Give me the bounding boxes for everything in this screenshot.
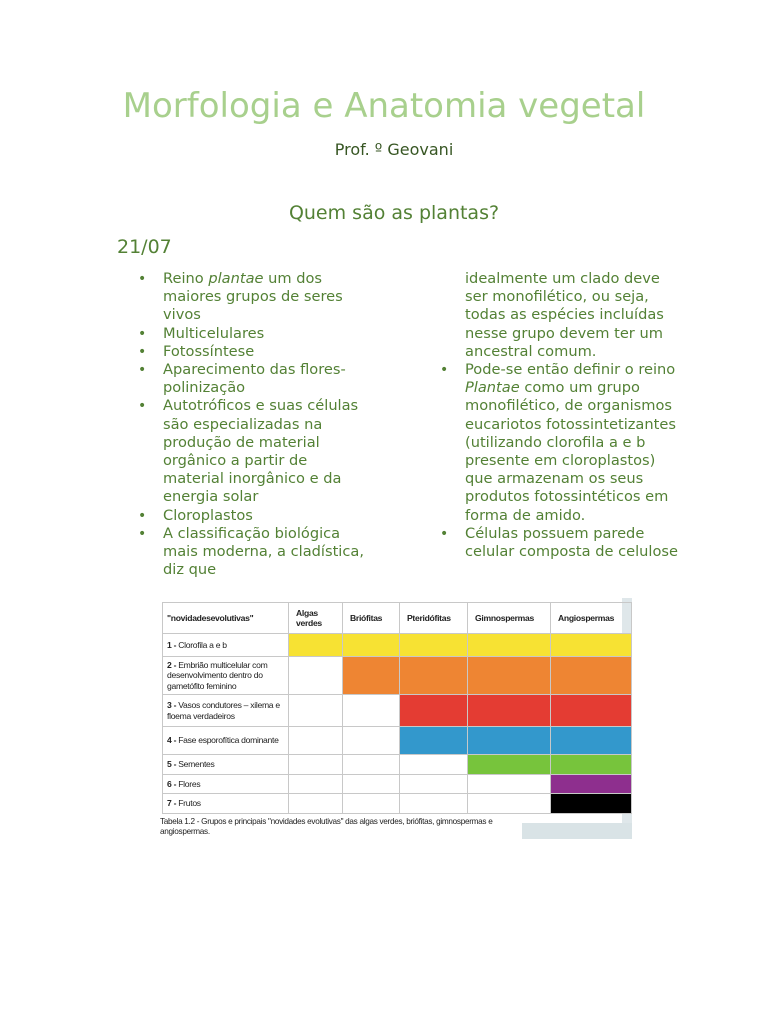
list-item: • A classificação biológica mais moderna, a cladística, diz que [138, 525, 370, 580]
presence-cell [400, 657, 468, 695]
novelty-label: 5 - Sementes [163, 755, 289, 775]
document-title: Morfologia e Anatomia vegetal [122, 86, 646, 126]
presence-cell [400, 727, 468, 755]
table-row [163, 657, 632, 695]
presence-cell [468, 755, 551, 775]
lesson-date: 21/07 [117, 236, 172, 258]
empty-cell [289, 727, 343, 755]
list-item: • Fotossíntese [138, 343, 370, 361]
list-item: • Reino plantae um dos maiores grupos de seres vivos [138, 270, 370, 325]
table-row [163, 794, 632, 814]
document-author: Prof. º Geovani [334, 140, 454, 159]
presence-cell [468, 634, 551, 657]
table-caption: Tabela 1.2 - Grupos e principais "novidades evolutivas" das algas verdes, briófitas, gimnospermas e angiospermas. [160, 817, 493, 836]
table-row [163, 755, 632, 775]
presence-cell [551, 695, 632, 727]
list-item: • Pode-se então definir o reino Plantae como um grupo monofilético, de organismos eucariotos fotossintetizantes (utilizando clorofila a e b presente em cloroplastos) que armazenam os seus produtos fotossintéticos em forma de amido. [440, 361, 685, 525]
empty-cell [343, 727, 400, 755]
list-item: • Aparecimento das flores-polinização [138, 361, 370, 397]
presence-cell [551, 727, 632, 755]
table-row [163, 775, 632, 794]
column-header: Briófitas [343, 603, 400, 634]
empty-cell [343, 755, 400, 775]
empty-cell [400, 794, 468, 814]
empty-cell [343, 775, 400, 794]
evolutionary-novelties-table [162, 602, 632, 814]
novelty-label: 3 - Vasos condutores – xilema e floema verdadeiros [163, 695, 289, 727]
table-header-row [163, 603, 632, 634]
empty-cell [289, 755, 343, 775]
list-item: • Multicelulares [138, 325, 370, 343]
empty-cell [289, 794, 343, 814]
novelty-label: 7 - Frutos [163, 794, 289, 814]
presence-cell [551, 775, 632, 794]
table-row [163, 634, 632, 657]
column-header: Gimnospermas [468, 603, 551, 634]
table-row [163, 727, 632, 755]
list-item: • Células possuem parede celular composta de celulose [440, 525, 685, 561]
column-header: Angiospermas [551, 603, 632, 634]
novelty-label: 2 - Embrião multicelular com desenvolvimento dentro do gametófito feminino [163, 657, 289, 695]
table-row [163, 695, 632, 727]
presence-cell [343, 657, 400, 695]
presence-cell [400, 634, 468, 657]
presence-cell [400, 695, 468, 727]
empty-cell [468, 794, 551, 814]
empty-cell [289, 657, 343, 695]
novelty-label: 6 - Flores [163, 775, 289, 794]
list-item: • Autotróficos e suas células são especializadas na produção de material orgânico a partir de material inorgânico e da energia solar [138, 397, 370, 506]
presence-cell [551, 794, 632, 814]
left-bullet-list [138, 270, 370, 579]
column-header: Algas verdes [289, 603, 343, 634]
presence-cell [343, 634, 400, 657]
empty-cell [400, 775, 468, 794]
column-header: "novidadesevolutivas" [163, 603, 289, 634]
presence-cell [468, 695, 551, 727]
evolution-table-figure [160, 598, 632, 839]
empty-cell [289, 775, 343, 794]
empty-cell [289, 695, 343, 727]
novelty-label: 4 - Fase esporofítica dominante [163, 727, 289, 755]
list-item: • Cloroplastos [138, 507, 370, 525]
presence-cell [551, 755, 632, 775]
list-item-continuation: idealmente um clado deve ser monofilético, ou seja, todas as espécies incluídas nesse grupo devem ter um ancestral comum. [465, 270, 664, 360]
left-column [138, 270, 370, 579]
empty-cell [468, 775, 551, 794]
empty-cell [343, 695, 400, 727]
presence-cell [468, 657, 551, 695]
presence-cell [289, 634, 343, 657]
empty-cell [343, 794, 400, 814]
presence-cell [551, 634, 632, 657]
presence-cell [468, 727, 551, 755]
right-column [440, 270, 685, 561]
right-bullet-list [440, 361, 685, 561]
novelty-label: 1 - Clorofila a e b [163, 634, 289, 657]
presence-cell [551, 657, 632, 695]
column-header: Pteridófitas [400, 603, 468, 634]
empty-cell [400, 755, 468, 775]
section-heading: Quem são as plantas? [288, 202, 500, 224]
